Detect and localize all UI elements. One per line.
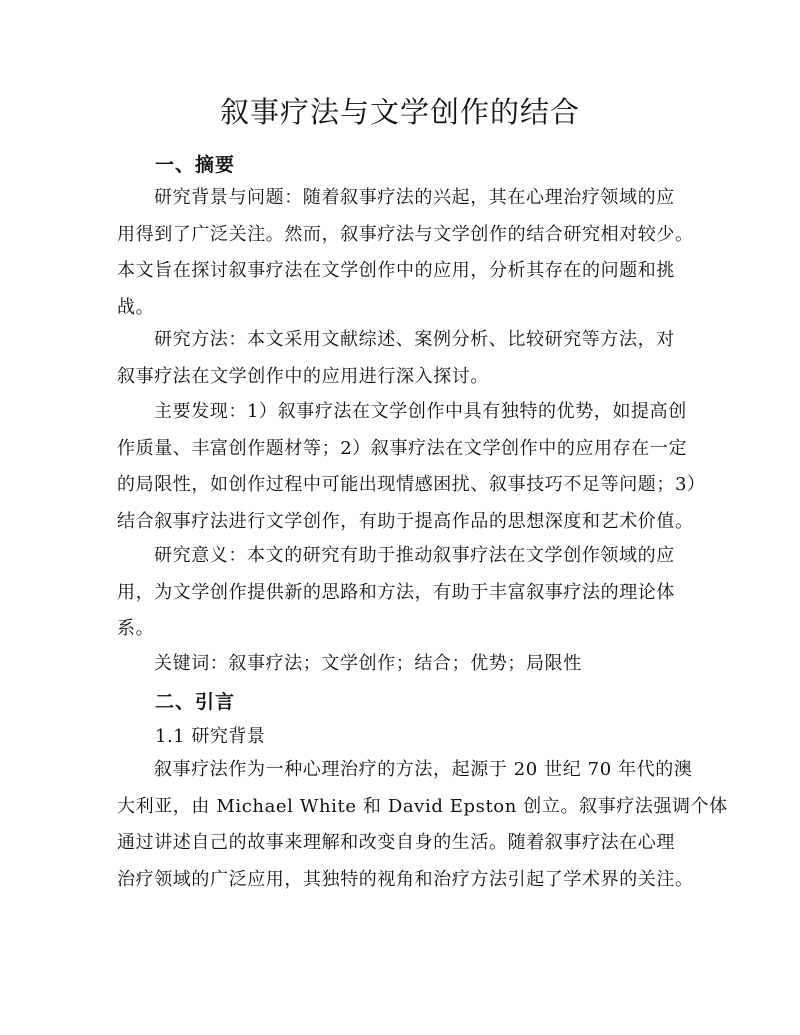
subsection-heading-research-background: 1.1 研究背景 bbox=[155, 726, 266, 747]
paragraph-line: 大利亚，由 Michael White 和 David Epston 创立。叙事疗法强调个体 bbox=[117, 795, 728, 817]
paragraph-line: 用得到了广泛关注。然而，叙事疗法与文学创作的结合研究相对较少。 bbox=[117, 223, 694, 245]
paragraph-line: 主要发现：1）叙事疗法在文学创作中具有独特的优势，如提高创 bbox=[154, 401, 687, 422]
document-title: 叙事疗法与文学创作的结合 bbox=[219, 95, 580, 129]
paragraph-line: 研究背景与问题：随着叙事疗法的兴起，其在心理治疗领域的应 bbox=[154, 187, 675, 208]
abstract-background-paragraph bbox=[117, 180, 692, 326]
paragraph-line: 叙事疗法在文学创作中的应用进行深入探讨。 bbox=[117, 365, 489, 387]
section-heading-introduction: 二、引言 bbox=[155, 691, 236, 713]
paragraph-line: 战。 bbox=[117, 296, 155, 318]
paragraph-line: 研究意义：本文的研究有助于推动叙事疗法在文学创作领域的应 bbox=[154, 545, 675, 566]
paragraph-line: 结合叙事疗法进行文学创作，有助于提高作品的思想深度和艺术价值。 bbox=[117, 510, 694, 532]
keywords-text: 关键词：叙事疗法；文学创作；结合；优势；局限性 bbox=[154, 653, 582, 674]
paragraph-line: 研究方法：本文采用文献综述、案例分析、比较研究等方法，对 bbox=[154, 329, 675, 350]
keywords-line bbox=[117, 646, 692, 683]
paragraph-line: 作质量、丰富创作题材等；2）叙事疗法在文学创作中的应用存在一定 bbox=[117, 437, 688, 459]
paragraph-line: 本文旨在探讨叙事疗法在文学创作中的应用，分析其存在的问题和挑 bbox=[117, 260, 675, 281]
paragraph-line: 的局限性，如创作过程中可能出现情感困扰、叙事技巧不足等问题；3） bbox=[117, 474, 706, 495]
paragraph-line: 叙事疗法作为一种心理治疗的方法，起源于 20 世纪 70 年代的澳 bbox=[154, 759, 693, 780]
paragraph-line: 通过讲述自己的故事来理解和改变自身的生活。随着叙事疗法在心理 bbox=[117, 832, 675, 853]
section-heading-abstract: 一、摘要 bbox=[155, 154, 236, 176]
paragraph-line: 用，为文学创作提供新的思路和方法，有助于丰富叙事疗法的理论体 bbox=[117, 581, 675, 603]
abstract-significance-paragraph bbox=[117, 538, 692, 648]
intro-paragraph bbox=[117, 752, 728, 898]
paragraph-line: 系。 bbox=[117, 618, 155, 639]
abstract-methods-paragraph bbox=[117, 322, 692, 395]
abstract-findings-paragraph bbox=[117, 394, 706, 540]
paragraph-line: 治疗领域的广泛应用，其独特的视角和治疗方法引起了学术界的关注。 bbox=[117, 868, 694, 890]
